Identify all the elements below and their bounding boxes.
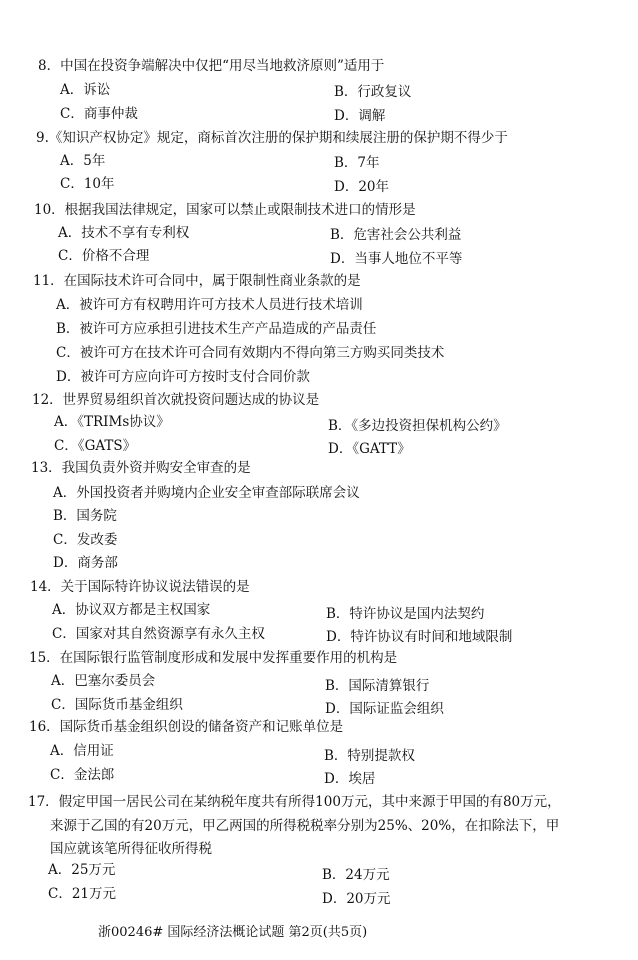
question-9-option-a: A．5年: [60, 153, 106, 169]
question-13-option-d: D．商务部: [53, 555, 118, 571]
question-15-option-a: A．巴塞尔委员会: [51, 673, 156, 689]
question-10-option-c: C．价格不合理: [58, 248, 150, 264]
question-16-option-a: A．信用证: [50, 743, 114, 759]
question-13-option-b: B．国务院: [53, 508, 117, 524]
question-15-option-b: B．国际清算银行: [325, 678, 430, 694]
question-17-option-a: A．25万元: [48, 862, 116, 878]
question-17-option-d: D．20万元: [322, 891, 391, 907]
question-11-stem: 11．在国际技术许可合同中，属于限制性商业条款的是: [33, 273, 361, 289]
question-11-option-a: A．被许可方有权聘用许可方技术人员进行技术培训: [56, 297, 363, 313]
question-17-stem-line-2: 来源于乙国的有20万元，甲乙两国的所得税税率分别为25%、20%，在扣除法下，甲: [50, 818, 560, 834]
question-9-option-d: D．20年: [334, 179, 390, 195]
question-16-option-d: D．埃居: [324, 771, 376, 787]
question-14-option-a: A．协议双方都是主权国家: [52, 602, 211, 618]
question-14-option-b: B．特许协议是国内法契约: [326, 606, 485, 622]
question-15-option-d: D．国际证监会组织: [325, 701, 444, 717]
question-8-option-d: D．调解: [334, 108, 386, 124]
question-13-stem: 13．我国负责外资并购安全审查的是: [31, 460, 251, 476]
question-9-stem: 9.《知识产权协定》规定，商标首次注册的保护期和续展注册的保护期不得少于: [36, 130, 508, 146]
question-11-option-b: B．被许可方应承担引进技术生产产品造成的产品责任: [56, 321, 377, 337]
question-17-stem-line-3: 国应就该笔所得征收所得税: [50, 841, 212, 857]
question-16-option-c: C．金法郎: [50, 767, 115, 783]
question-12-option-b: B．《多边投资担保机构公约》: [328, 418, 507, 434]
question-10-option-d: D．当事人地位不平等: [330, 251, 463, 267]
question-11-option-c: C．被许可方在技术许可合同有效期内不得向第三方购买同类技术: [56, 345, 445, 361]
question-14-stem: 14．关于国际特许协议说法错误的是: [30, 579, 250, 595]
question-12-option-c: C．《GATS》: [54, 438, 137, 454]
question-14-option-d: D．特许协议有时间和地域限制: [326, 629, 513, 645]
question-11-option-d: D．被许可方应向许可方按时支付合同价款: [56, 369, 310, 385]
question-10-stem: 10．根据我国法律规定，国家可以禁止或限制技术进口的情形是: [34, 202, 416, 218]
question-16-option-b: B．特别提款权: [324, 748, 415, 764]
question-13-option-c: C．发改委: [53, 532, 118, 548]
question-14-option-c: C．国家对其自然资源享有永久主权: [52, 626, 265, 642]
question-9-option-c: C．10年: [60, 176, 115, 192]
question-13-option-a: A．外国投资者并购境内企业安全审查部际联席会议: [53, 485, 360, 501]
question-8-stem: 8．中国在投资争端解决中仅把“用尽当地救济原则”适用于: [38, 58, 385, 74]
page-footer: 浙00246# 国际经济法概论试题 第2页(共5页): [98, 925, 368, 940]
question-8-option-c: C．商事仲裁: [60, 106, 138, 122]
question-10-option-a: A．技术不享有专利权: [58, 225, 190, 241]
question-12-option-a: A．《TRIMs协议》: [54, 414, 170, 430]
question-17-option-b: B．24万元: [322, 867, 390, 883]
question-8-option-b: B．行政复议: [334, 84, 412, 100]
question-17-option-c: C．21万元: [48, 886, 117, 902]
question-12-option-d: D．《GATT》: [328, 441, 411, 457]
question-12-stem: 12．世界贸易组织首次就投资问题达成的协议是: [32, 392, 320, 408]
question-15-option-c: C．国际货币基金组织: [51, 697, 183, 713]
question-16-stem: 16．国际货币基金组织创设的储备资产和记账单位是: [29, 719, 344, 735]
question-8-option-a: A．诉讼: [60, 82, 111, 98]
question-17-stem-line-1: 17．假定甲国一居民公司在某纳税年度共有所得100万元，其中来源于甲国的有80万元，: [28, 794, 561, 810]
question-9-option-b: B．7年: [334, 155, 380, 171]
question-10-option-b: B．危害社会公共利益: [330, 227, 462, 243]
question-15-stem: 15．在国际银行监管制度形成和发展中发挥重要作用的机构是: [29, 650, 398, 666]
